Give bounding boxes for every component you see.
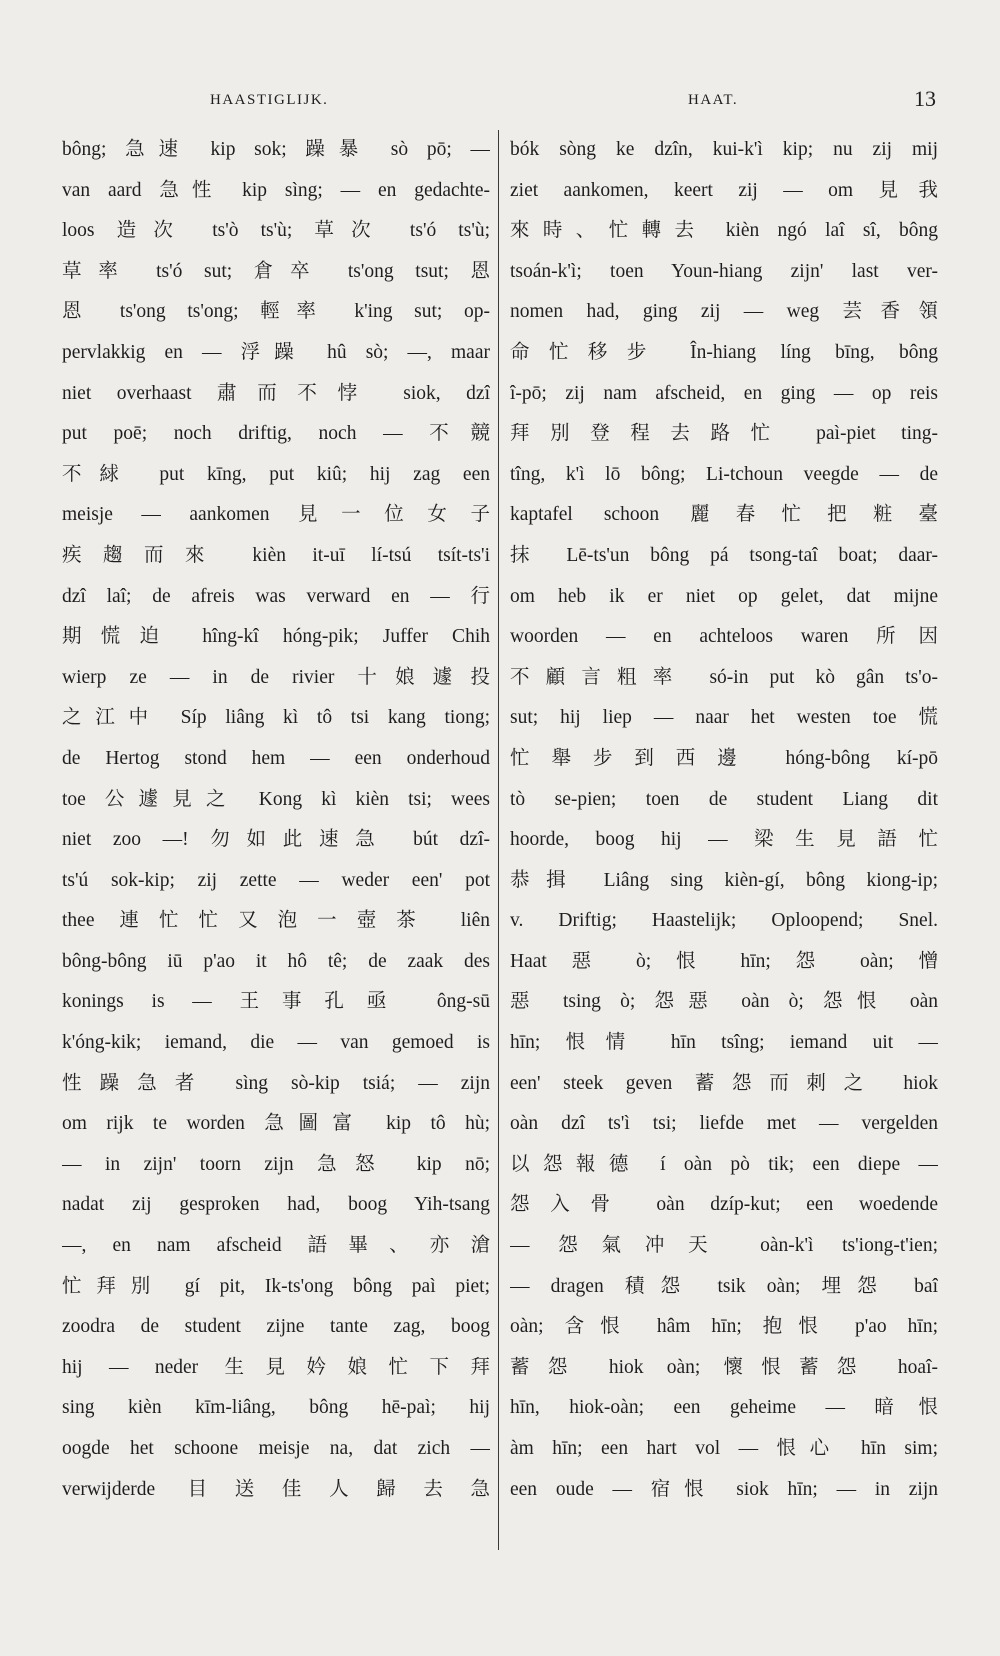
text-line: 怨入骨 oàn dzíp-kut; een woedende — [510, 1194, 938, 1216]
text-line: van aard 急性 kip sìng; — en gedachte- — [62, 179, 490, 201]
text-line: 之江中 Síp liâng kì tô tsi kang tiong; — [62, 707, 490, 729]
text-line: meisje — aankomen 見一位女子 — [62, 504, 490, 526]
text-line: kaptafel schoon 麗春忙把粧臺 — [510, 504, 938, 526]
text-line: 恭揖 Liâng sing kièn-gí, bông kiong-ip; — [510, 869, 938, 891]
text-line: ts'ú sok-kip; zij zette — weder een' pot — [62, 869, 490, 891]
text-line: om rijk te worden 急圖富 kip tô hù; — [62, 1113, 490, 1135]
text-line: oogde het schoone meisje na, dat zich — — [62, 1438, 490, 1459]
page-number: 13 — [914, 86, 936, 111]
text-line: Haat 惡 ò; 恨 hīn; 怨 oàn; 憎 — [510, 950, 938, 972]
text-line: 不顧言粗率 só-in put kò gân ts'o- — [510, 666, 938, 688]
text-line: 期慌迫 hîng-kî hóng-pik; Juffer Chih — [62, 626, 490, 648]
text-line: v. Driftig; Haastelijk; Oploopend; Snel. — [510, 910, 938, 932]
text-line: bông; 急速 kip sok; 躁暴 sò pō; — — [62, 139, 490, 160]
text-line: 命忙移步 În-hiang líng bīng, bông — [510, 341, 938, 363]
left-text-column — [62, 130, 490, 1560]
text-line: dzî laî; de afreis was verward en — 行 — [62, 585, 490, 607]
text-line: een oude — 宿恨 siok hīn; — in zijn — [510, 1478, 938, 1500]
text-line: 抹 Lē-ts'un bông pá tsong-taî boat; daar- — [510, 544, 938, 566]
text-line: 蓄怨 hiok oàn; 懷恨蓄怨 hoaî- — [510, 1356, 938, 1378]
text-line: loos 造次 ts'ò ts'ù; 草次 ts'ó ts'ù; — [62, 220, 490, 242]
text-line: hoorde, boog hij — 梁生見語忙 — [510, 829, 938, 851]
left-running-head: HAASTIGLIJK. — [210, 92, 329, 108]
text-line: niet overhaast 肅而不悖 siok, dzî — [62, 382, 490, 404]
text-line: sing kièn kīm-liâng, bông hē-paì; hij — [62, 1397, 490, 1419]
text-line: oàn dzî ts'ì tsi; liefde met — vergelden — [510, 1113, 938, 1135]
text-line: 拜別登程去路忙 paì-piet ting- — [510, 423, 938, 445]
text-line: een' steek geven 蓄怨而刺之 hiok — [510, 1072, 938, 1094]
text-line: thee 連忙忙又泡一壺茶 liên — [62, 910, 490, 932]
text-line: hīn, hiok-oàn; een geheime — 暗恨 — [510, 1397, 938, 1419]
page-header — [60, 86, 940, 120]
column-divider — [498, 130, 499, 1550]
text-line: hij — neder 生見妗娘忙下拜 — [62, 1356, 490, 1378]
text-line: àm hīn; een hart vol — 恨心 hīn sim; — [510, 1438, 938, 1459]
text-line: 惡 tsing ò; 怨惡 oàn ò; 怨恨 oàn — [510, 991, 938, 1013]
text-line: tsoán-k'ì; toen Youn-hiang zijn' last ver- — [510, 260, 938, 282]
text-line: oàn; 含恨 hâm hīn; 抱恨 p'ao hīn; — [510, 1316, 938, 1338]
text-line: nadat zij gesproken had, boog Yih-tsang — [62, 1194, 490, 1216]
text-line: bók sòng ke dzîn, kui-k'ì kip; nu zij mij — [510, 139, 938, 160]
text-line: 以怨報德 í oàn pò tik; een diepe — — [510, 1153, 938, 1175]
text-line: konings is — 王事孔亟 ông-sū — [62, 991, 490, 1013]
right-text-column — [510, 130, 938, 1560]
text-line: — 怨氣冲天 oàn-k'ì ts'iong-t'ien; — [510, 1235, 938, 1257]
text-line: nomen had, ging zij — weg 芸香領 — [510, 301, 938, 323]
text-line: k'óng-kik; iemand, die — van gemoed is — [62, 1032, 490, 1054]
text-line: 恩 ts'ong ts'ong; 輕率 k'ing sut; op- — [62, 301, 490, 323]
text-line: pervlakkig en — 浮躁 hû sò; —, maar — [62, 341, 490, 363]
text-line: toe 公遽見之 Kong kì kièn tsi; wees — [62, 788, 490, 810]
text-line: put poē; noch driftig, noch — 不競 — [62, 423, 490, 445]
text-line: î-pō; zij nam afscheid, en ging — op reis — [510, 382, 938, 404]
right-running-head: HAAT. — [688, 92, 739, 108]
text-line: om heb ik er niet op gelet, dat mijne — [510, 585, 938, 607]
text-line: 疾趨而來 kièn it-uī lí-tsú tsít-ts'i — [62, 544, 490, 566]
text-line: 性躁急者 sìng sò-kip tsiá; — zijn — [62, 1072, 490, 1094]
text-line: hīn; 恨情 hīn tsîng; iemand uit — — [510, 1032, 938, 1054]
text-line: wierp ze — in de rivier 十娘遽投 — [62, 666, 490, 688]
text-line: verwijderde 目送佳人歸去急 — [62, 1478, 490, 1500]
text-line: 不絿 put kīng, put kiû; hij zag een — [62, 463, 490, 485]
text-line: niet zoo —! 勿如此速急 bút dzî- — [62, 829, 490, 851]
text-line: — dragen 積怨 tsik oàn; 埋怨 baî — [510, 1275, 938, 1297]
text-line: ziet aankomen, keert zij — om 見我 — [510, 179, 938, 201]
text-line: tò se-pien; toen de student Liang dit — [510, 788, 938, 810]
text-line: 忙舉步到西邊 hóng-bông kí-pō — [510, 747, 938, 769]
text-line: —, en nam afscheid 語畢、亦滄 — [62, 1235, 490, 1257]
text-line: bông-bông iū p'ao it hô tê; de zaak des — [62, 950, 490, 972]
text-line: tîng, k'ì lō bông; Li-tchoun veegde — de — [510, 463, 938, 485]
text-line: 草率 ts'ó sut; 倉卒 ts'ong tsut; 恩 — [62, 260, 490, 282]
text-line: 忙拜別 gí pit, Ik-ts'ong bông paì piet; — [62, 1275, 490, 1297]
text-line: sut; hij liep — naar het westen toe 慌 — [510, 707, 938, 729]
text-line: zoodra de student zijne tante zag, boog — [62, 1316, 490, 1338]
text-line: — in zijn' toorn zijn 急怒 kip nō; — [62, 1153, 490, 1175]
text-line: woorden — en achteloos waren 所因 — [510, 626, 938, 648]
text-line: de Hertog stond hem — een onderhoud — [62, 747, 490, 769]
text-line: 來時、忙轉去 kièn ngó laî sî, bông — [510, 220, 938, 242]
